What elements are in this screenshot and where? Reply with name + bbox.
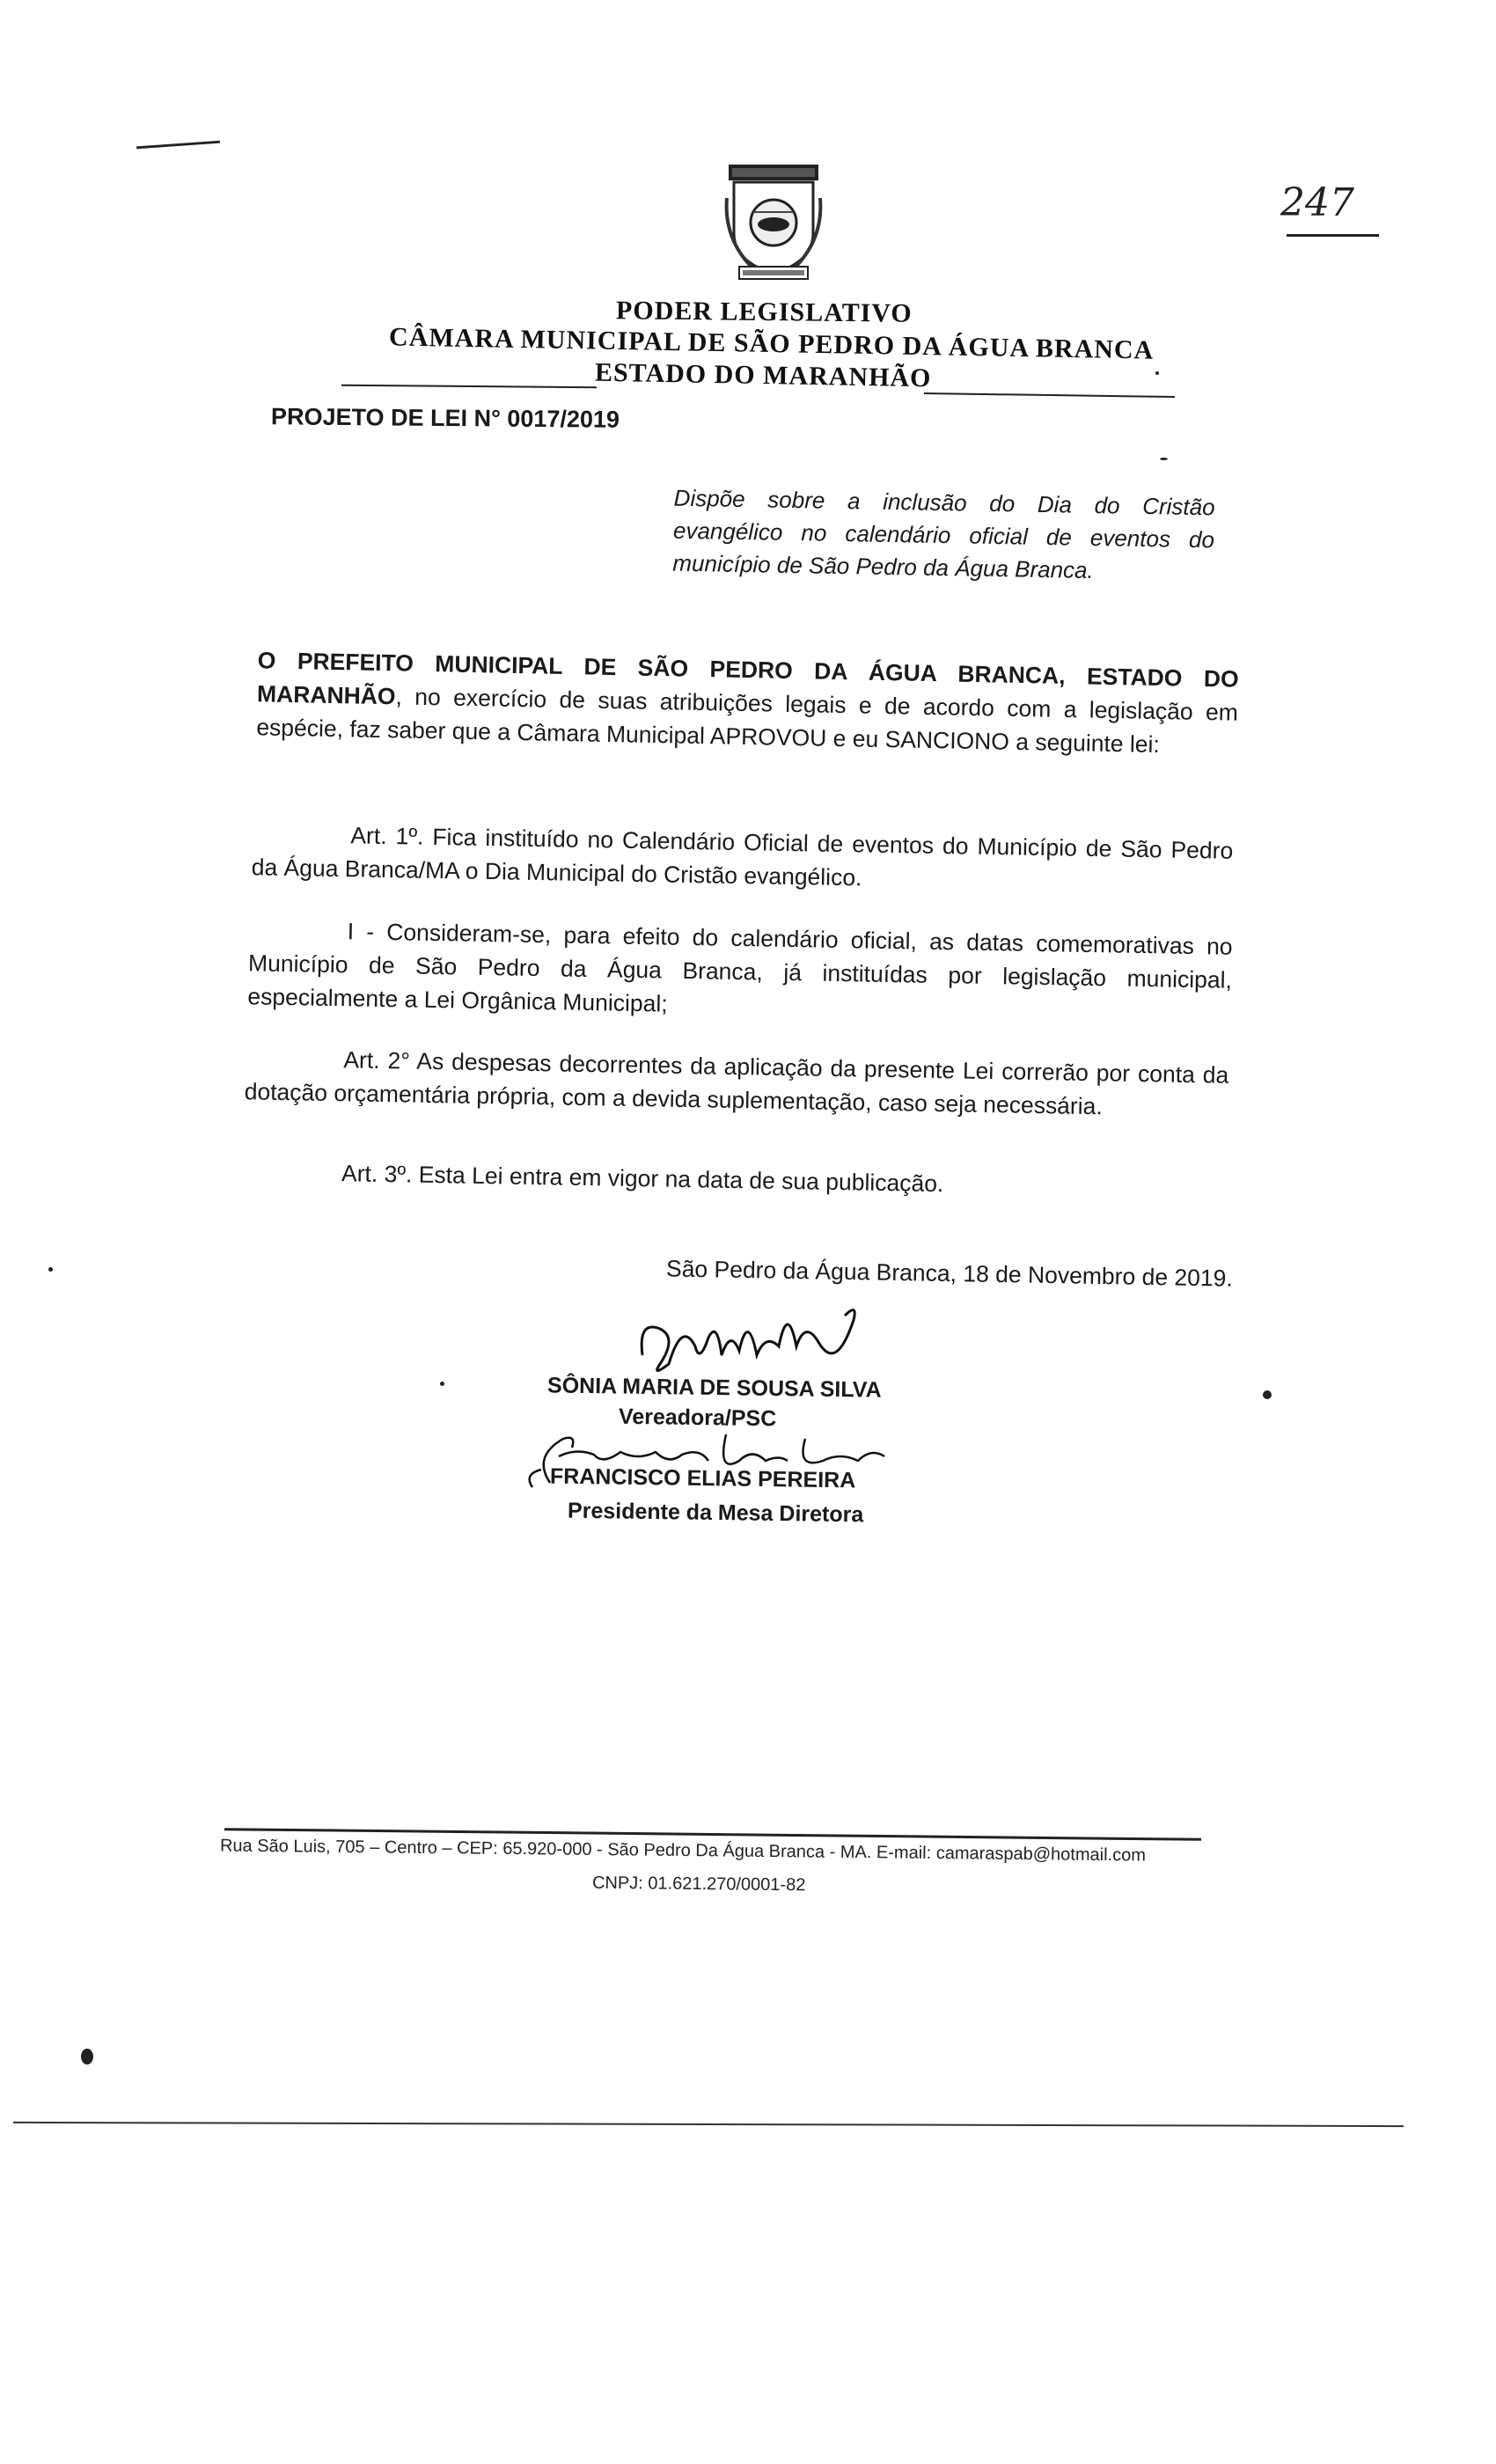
signature-1-icon [634, 1294, 862, 1382]
municipal-crest-icon [722, 163, 825, 284]
intro-rest: , no exercício de suas atribuições legais e de acordo com a legislação em espécie, faz saber que a Câmara Municipal APROVOU e eu SANCIONO a seguinte lei: [256, 683, 1239, 758]
signatory-1-name: SÔNIA MARIA DE SOUSA SILVA [546, 1373, 882, 1403]
law-number: PROJETO DE LEI N° 0017/2019 [270, 403, 620, 433]
place-date: São Pedro da Água Branca, 18 de Novembro de 2019. [665, 1255, 1234, 1292]
footer-cnpj: CNPJ: 01.621.270/0001-82 [591, 1873, 806, 1896]
article-1: Art. 1º. Fica instituído no Calendário Oficial de eventos do Município de São Pedro da Água Branca/MA o Dia Municipal do Cristão evangélico. [251, 822, 1234, 891]
header-power: PODER LEGISLATIVO [615, 296, 913, 328]
header-state: ESTADO DO MARANHÃO [594, 357, 932, 393]
header-rule-left [341, 385, 597, 389]
scan-speck [1155, 371, 1159, 375]
header-rule-right [924, 392, 1175, 398]
scan-speck [48, 1267, 53, 1272]
page-number: 247 [1280, 180, 1354, 225]
signatory-2-name: FRANCISCO ELIAS PEREIRA [549, 1463, 856, 1493]
intro-bold: O PREFEITO MUNICIPAL DE SÃO PEDRO DA ÁGUA BRANCA, ESTADO DO MARANHÃO [256, 647, 1239, 710]
header-chamber: CÂMARA MUNICIPAL DE SÃO PEDRO DA ÁGUA BRANCA [388, 322, 1155, 365]
footer-address: Rua São Luis, 705 – Centro – CEP: 65.920-000 - São Pedro Da Água Branca - MA. E-mail: camaraspab@hotmail.com [219, 1836, 1147, 1866]
scan-speck [81, 2049, 93, 2064]
article-1-item-1: I - Consideram-se, para efeito do calendário oficial, as datas comemorativas no Município de São Pedro da Água Branca, já instituídas por legislação municipal, especialmente a Lei Orgânica Municipal; [247, 918, 1233, 1017]
pen-mark [136, 141, 220, 150]
intro-paragraph [256, 643, 1239, 762]
article-3: Art. 3º. Esta Lei entra em vigor na data de sua publicação. [341, 1160, 944, 1198]
page-number-underline [1287, 234, 1379, 237]
ementa: Dispõe sobre a inclusão do Dia do Cristão evangélico no calendário oficial de eventos do município de São Pedro da Água Branca. [672, 484, 1215, 583]
signatory-2-role: Presidente da Mesa Diretora [567, 1498, 864, 1528]
scan-edge-line [13, 2122, 1404, 2127]
scan-speck [1160, 458, 1168, 460]
scan-speck [440, 1382, 444, 1386]
signatory-1-role: Vereadora/PSC [618, 1404, 777, 1432]
scan-speck [1263, 1390, 1272, 1399]
article-2: Art. 2° As despesas decorrentes da aplicação da presente Lei correrão por conta da dotação orçamentária própria, com a devida suplementação, caso seja necessária. [244, 1046, 1229, 1120]
